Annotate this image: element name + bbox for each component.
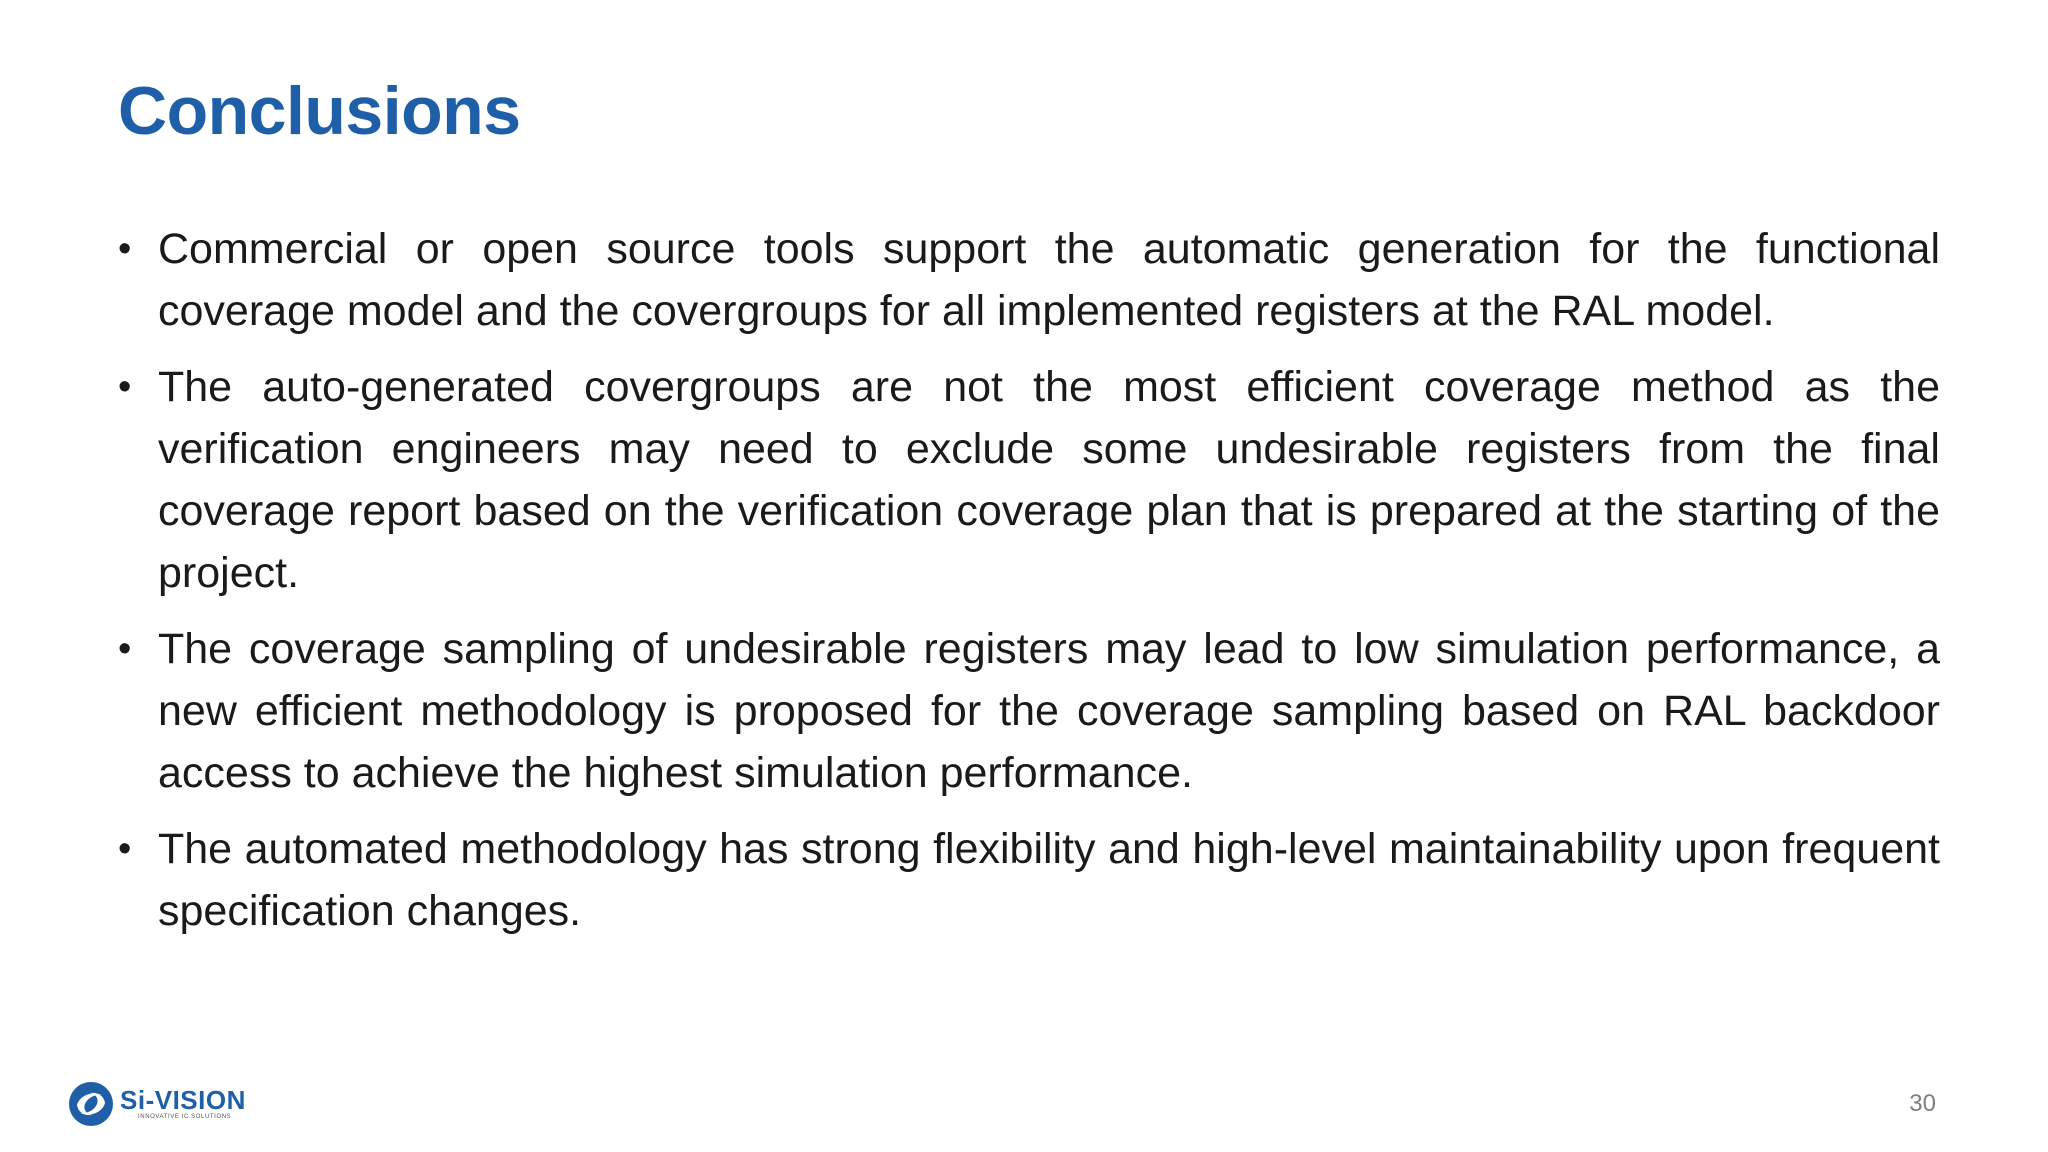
bullet-dot-icon: • xyxy=(118,366,132,408)
bullet-dot-icon: • xyxy=(118,228,132,270)
bullet-item-1 xyxy=(118,218,1940,342)
company-logo xyxy=(68,1078,268,1130)
bullet-text: The auto-generated covergroups are not the most efficient coverage method as the verification engineers may need to exclude some undesirable registers from the final coverage report based on the verification coverage plan that is prepared at the starting of the project. xyxy=(158,363,1940,597)
bullet-text: Commercial or open source tools support the automatic generation for the functional coverage model and the covergroups for all implemented registers at the RAL model. xyxy=(158,225,1940,335)
bullet-text: The automated methodology has strong flexibility and high-level maintainability upon frequent specification changes. xyxy=(158,825,1940,935)
page-number: 30 xyxy=(1909,1090,1936,1117)
si-vision-logo-icon xyxy=(68,1081,114,1127)
bullet-text: The coverage sampling of undesirable registers may lead to low simulation performance, a new efficient methodology is proposed for the coverage sampling based on RAL backdoor access to achieve the highest simulation performance. xyxy=(158,625,1940,797)
logo-name: Si-VISION xyxy=(120,1085,246,1115)
bullet-item-3 xyxy=(118,618,1940,804)
bullet-dot-icon: • xyxy=(118,828,132,870)
bullet-list xyxy=(118,218,1940,956)
bullet-item-2 xyxy=(118,356,1940,604)
bullet-item-4 xyxy=(118,818,1940,942)
logo-text xyxy=(120,1087,246,1121)
bullet-dot-icon: • xyxy=(118,628,132,670)
logo-tagline: INNOVATIVE IC SOLUTIONS xyxy=(138,1114,232,1120)
slide-title: Conclusions xyxy=(118,73,521,149)
